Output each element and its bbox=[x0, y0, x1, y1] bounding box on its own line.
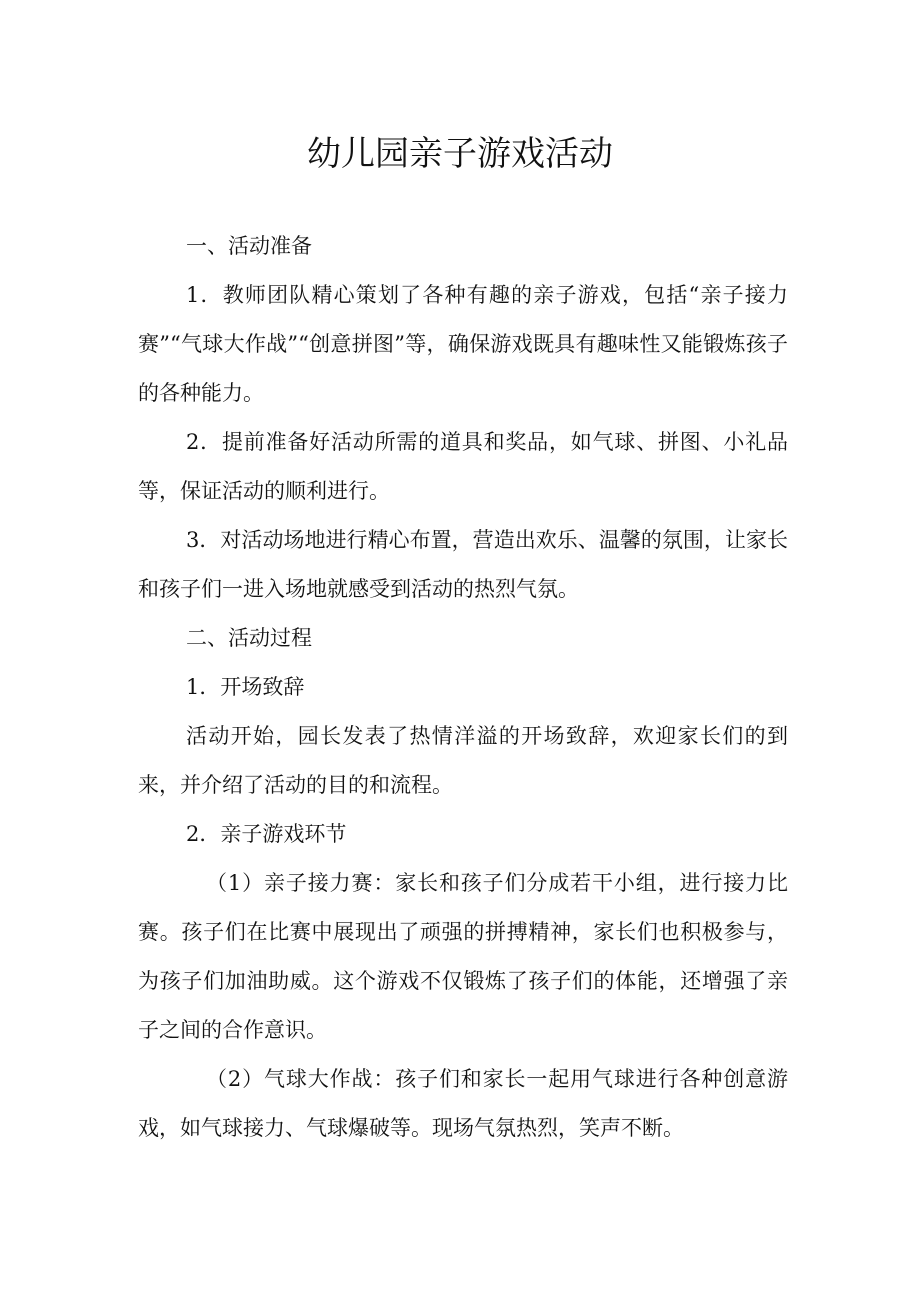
section-heading-preparation: 一、活动准备 bbox=[186, 234, 312, 258]
document-body bbox=[138, 222, 788, 1153]
paragraph-prep-1: 1．教师团队精心策划了各种有趣的亲子游戏，包括“亲子接力赛”“气球大作战”“创意拼图”等，确保游戏既具有趣味性又能锻炼孩子的各种能力。 bbox=[138, 283, 788, 405]
paragraph-relay-race: （1）亲子接力赛：家长和孩子们分成若干小组，进行接力比赛。孩子们在比赛中展现出了顽强的拼搏精神，家长们也积极参与，为孩子们加油助威。这个游戏不仅锻炼了孩子们的体能，还增强了亲子之间的合作意识。 bbox=[138, 871, 788, 1042]
paragraph-prep-3: 3．对活动场地进行精心布置，营造出欢乐、温馨的氛围，让家长和孩子们一进入场地就感受到活动的热烈气氛。 bbox=[138, 528, 788, 601]
subheading-games: 2．亲子游戏环节 bbox=[186, 822, 347, 846]
paragraph-prep-2: 2．提前准备好活动所需的道具和奖品，如气球、拼图、小礼品等，保证活动的顺利进行。 bbox=[138, 430, 788, 503]
paragraph-opening-speech: 活动开始，园长发表了热情洋溢的开场致辞，欢迎家长们的到来，并介绍了活动的目的和流程。 bbox=[138, 724, 788, 797]
document-title: 幼儿园亲子游戏活动 bbox=[307, 134, 613, 174]
section-heading-process: 二、活动过程 bbox=[186, 626, 312, 650]
paragraph-balloon-battle: （2）气球大作战：孩子们和家长一起用气球进行各种创意游戏，如气球接力、气球爆破等。现场气氛热烈，笑声不断。 bbox=[138, 1067, 788, 1140]
subheading-opening-speech: 1．开场致辞 bbox=[186, 675, 305, 699]
